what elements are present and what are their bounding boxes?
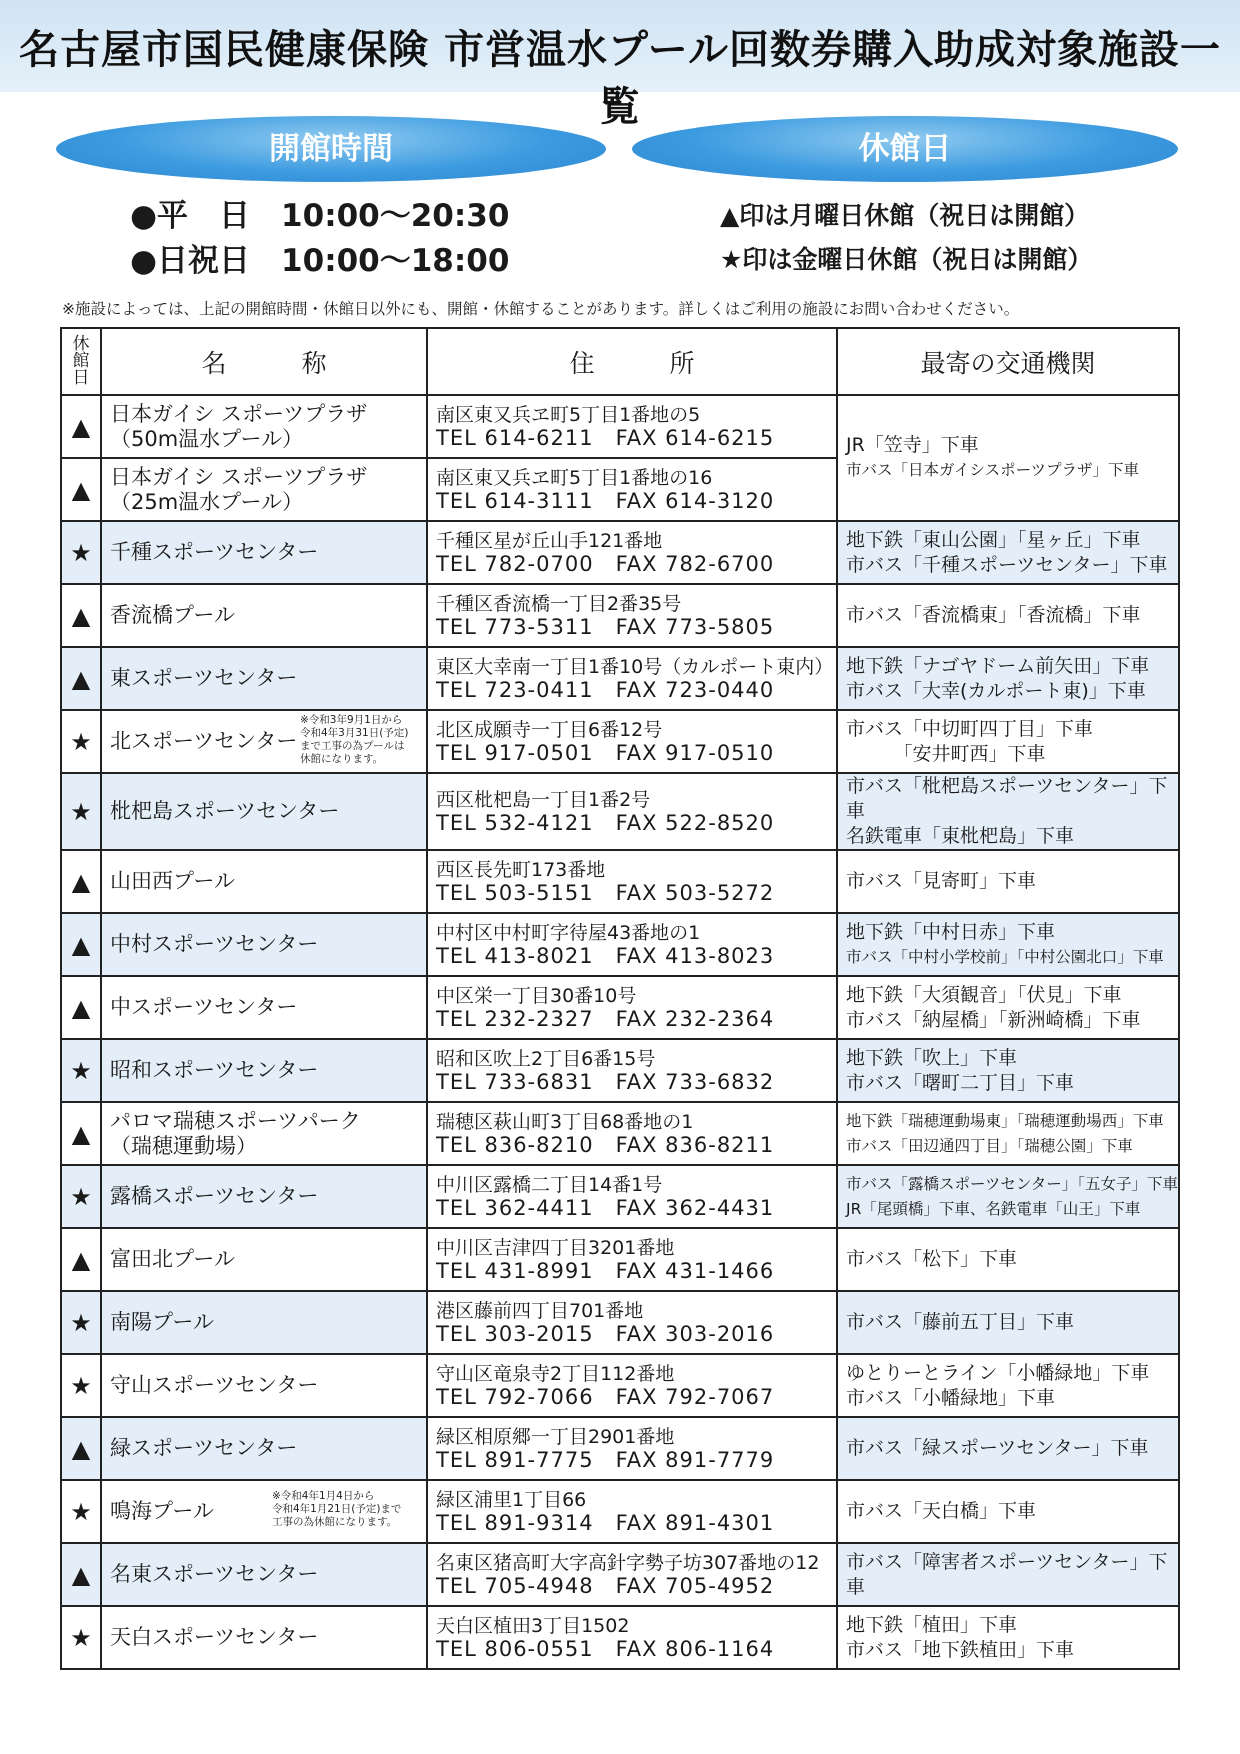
address-text: 南区東又兵ヱ町5丁目1番地の5 [436, 403, 701, 426]
monday-closed-triangle-icon: ▲ [61, 913, 101, 976]
column-header-address: 住 所 [427, 328, 837, 395]
transport-line: 市バス「松下」下車 [846, 1248, 1018, 1270]
facility-address [427, 647, 837, 710]
column-header-access: 最寄の交通機関 [837, 328, 1179, 395]
legend-friday-closed: ★印は金曜日休館（祝日は開館） [720, 245, 1093, 274]
transport-line: 地下鉄「東山公園」「星ヶ丘」下車 [846, 528, 1141, 551]
phone-fax: TEL 891-9314 FAX 891-4301 [436, 1510, 775, 1535]
address-text: 中川区露橋二丁目14番1号 [436, 1173, 663, 1196]
nearest-transport [837, 395, 1179, 521]
facility-address [427, 1165, 837, 1228]
table-row [61, 584, 1179, 647]
phone-fax: TEL 705-4948 FAX 705-4952 [436, 1573, 775, 1598]
facility-address [427, 773, 837, 850]
facility-name-line: 緑スポーツセンター [110, 1436, 298, 1460]
table-row [61, 1543, 1179, 1606]
table-row [61, 850, 1179, 913]
facility-address [427, 1543, 837, 1606]
nearest-transport [837, 1102, 1179, 1165]
phone-fax: TEL 792-7066 FAX 792-7067 [436, 1384, 775, 1409]
notice-text: ※施設によっては、上記の開館時間・休館日以外にも、開館・休館することがあります。詳しくはご利用の施設にお問い合わせください。 [62, 300, 1020, 318]
column-header-closed-day [61, 328, 101, 395]
column-header-name: 名 称 [101, 328, 427, 395]
address-text: 南区東又兵ヱ町5丁目1番地の16 [436, 466, 713, 489]
facility-name-line: 山田西プール [110, 869, 235, 893]
table-row [61, 1102, 1179, 1165]
facility-address [427, 1417, 837, 1480]
table-row [61, 521, 1179, 584]
facility-name-line: パロマ瑞穂スポーツパーク [110, 1108, 361, 1133]
closed-day-header-text: 休 館 日 [72, 334, 90, 388]
transport-line: 市バス「露橋スポーツセンター」「五女子」下車 [846, 1174, 1179, 1193]
holiday-hours: ●日祝日 10:00〜18:00 [130, 243, 510, 279]
facility-address [427, 584, 837, 647]
transport-line: 市バス「中村小学校前」「中村公園北口」下車 [846, 947, 1164, 966]
monday-closed-triangle-icon: ▲ [61, 1543, 101, 1606]
facility-name [101, 1480, 427, 1543]
phone-fax: TEL 362-4411 FAX 362-4431 [436, 1195, 775, 1220]
facility-name-line: 守山スポーツセンター [110, 1373, 319, 1397]
transport-line: 地下鉄「ナゴヤドーム前矢田」下車 [846, 654, 1150, 677]
facility-name-line: 富田北プール [110, 1247, 235, 1271]
table-row [61, 773, 1179, 850]
monday-closed-triangle-icon: ▲ [61, 976, 101, 1039]
address-text: 西区長先町173番地 [436, 858, 606, 881]
facility-name [101, 1228, 427, 1291]
closed-days-header: 休館日 [632, 116, 1178, 182]
facility-name [101, 1417, 427, 1480]
facility-name [101, 584, 427, 647]
address-text: 北区成願寺一丁目6番12号 [436, 718, 663, 741]
transport-line: 市バス「曙町二丁目」下車 [846, 1071, 1075, 1094]
monday-closed-triangle-icon: ▲ [61, 458, 101, 521]
monday-closed-triangle-icon: ▲ [61, 395, 101, 458]
facility-name-line: 香流橋プール [110, 603, 235, 627]
facility-name-line: 日本ガイシ スポーツプラザ [110, 464, 368, 489]
transport-line: 市バス「香流橋東」「香流橋」下車 [846, 604, 1141, 626]
table-row [61, 1480, 1179, 1543]
facility-name-line: （25m温水プール） [110, 489, 304, 514]
nearest-transport [837, 1291, 1179, 1354]
facility-name [101, 521, 427, 584]
address-text: 瑞穂区萩山町3丁目68番地の1 [436, 1110, 694, 1133]
address-text: 中区栄一丁目30番10号 [436, 984, 637, 1007]
nearest-transport [837, 647, 1179, 710]
nearest-transport [837, 584, 1179, 647]
friday-closed-star-icon: ★ [61, 773, 101, 850]
facility-name-line: 中村スポーツセンター [110, 932, 319, 956]
transport-line: 地下鉄「瑞穂運動場東」「瑞穂運動場西」下車 [846, 1111, 1164, 1130]
phone-fax: TEL 431-8991 FAX 431-1466 [436, 1258, 775, 1283]
table-row [61, 1228, 1179, 1291]
nearest-transport [837, 1354, 1179, 1417]
facility-address [427, 1480, 837, 1543]
transport-line: 名鉄電車「東枇杷島」下車 [846, 825, 1075, 847]
phone-fax: TEL 782-0700 FAX 782-6700 [436, 551, 775, 576]
facility-name [101, 850, 427, 913]
monday-closed-triangle-icon: ▲ [61, 584, 101, 647]
address-text: 中村区中村町字待屋43番地の1 [436, 921, 701, 944]
transport-line: 市バス「小幡緑地」下車 [846, 1386, 1056, 1409]
transport-line: 市バス「緑スポーツセンター」下車 [846, 1437, 1149, 1459]
nearest-transport [837, 1228, 1179, 1291]
facility-name [101, 395, 427, 458]
phone-fax: TEL 232-2327 FAX 232-2364 [436, 1006, 775, 1031]
facility-address [427, 850, 837, 913]
facility-name-line: （瑞穂運動場） [110, 1133, 257, 1158]
facility-name [101, 773, 427, 850]
table-row [61, 976, 1179, 1039]
transport-line: 市バス「天白橋」下車 [846, 1500, 1037, 1522]
nearest-transport [837, 1480, 1179, 1543]
facility-name-line: 露橋スポーツセンター [110, 1184, 319, 1208]
address-text: 千種区香流橋一丁目2番35号 [436, 592, 682, 615]
facility-name-line: 東スポーツセンター [110, 666, 298, 690]
facility-address [427, 913, 837, 976]
closure-sidenote: ※令和3年9月1日から 令和4年3月31日(予定) まで工事の為プールは 休館になります。 [300, 714, 409, 765]
phone-fax: TEL 917-0501 FAX 917-0510 [436, 740, 775, 765]
phone-fax: TEL 303-2015 FAX 303-2016 [436, 1321, 775, 1346]
address-text: 西区枇杷島一丁目1番2号 [436, 788, 651, 811]
table-row [61, 1606, 1179, 1669]
facility-name-line: 鳴海プール [110, 1499, 214, 1523]
transport-line: 地下鉄「大須観音」「伏見」下車 [846, 983, 1122, 1006]
facility-address [427, 1102, 837, 1165]
facility-name-line: 日本ガイシ スポーツプラザ [110, 401, 368, 426]
facility-name [101, 1039, 427, 1102]
friday-closed-star-icon: ★ [61, 1291, 101, 1354]
weekday-hours: ●平 日 10:00〜20:30 [130, 198, 510, 234]
facility-name-line: 昭和スポーツセンター [110, 1058, 319, 1082]
phone-fax: TEL 773-5311 FAX 773-5805 [436, 614, 775, 639]
phone-fax: TEL 532-4121 FAX 522-8520 [436, 810, 775, 835]
address-text: 名東区猪高町大字高針字勢子坊307番地の12 [436, 1551, 820, 1574]
transport-line: ゆとりーとライン「小幡緑地」下車 [846, 1361, 1150, 1384]
table-row [61, 647, 1179, 710]
transport-line: JR「笠寺」下車 [846, 434, 979, 456]
facility-name [101, 913, 427, 976]
closure-sidenote: ※令和4年1月4日から 令和4年1月21日(予定)まで 工事の為休館になります。 [272, 1490, 402, 1528]
facility-address [427, 710, 837, 773]
friday-closed-star-icon: ★ [61, 1354, 101, 1417]
phone-fax: TEL 413-8021 FAX 413-8023 [436, 943, 775, 968]
facility-name [101, 1606, 427, 1669]
transport-line: JR「尾頭橋」下車、名鉄電車「山王」下車 [846, 1199, 1141, 1218]
facility-name [101, 1102, 427, 1165]
facility-address [427, 1606, 837, 1669]
nearest-transport [837, 773, 1179, 850]
transport-line: 市バス「枇杷島スポーツセンター」下車 [846, 775, 1168, 822]
table-row [61, 395, 1179, 458]
table-row [61, 1417, 1179, 1480]
facility-name-line: 南陽プール [110, 1310, 214, 1334]
table-row [61, 1039, 1179, 1102]
friday-closed-star-icon: ★ [61, 1606, 101, 1669]
facility-address [427, 1228, 837, 1291]
address-text: 東区大幸南一丁目1番10号（カルポート東内） [436, 655, 834, 678]
phone-fax: TEL 836-8210 FAX 836-8211 [436, 1132, 775, 1157]
table-row [61, 1291, 1179, 1354]
nearest-transport [837, 1417, 1179, 1480]
table-row [61, 710, 1179, 773]
table-row [61, 1165, 1179, 1228]
facility-name-line: 名東スポーツセンター [110, 1562, 319, 1586]
monday-closed-triangle-icon: ▲ [61, 1102, 101, 1165]
address-text: 中川区吉津四丁目3201番地 [436, 1236, 675, 1259]
nearest-transport [837, 976, 1179, 1039]
transport-line: 市バス「見寄町」下車 [846, 870, 1037, 892]
friday-closed-star-icon: ★ [61, 1480, 101, 1543]
facility-name-line: （50m温水プール） [110, 426, 304, 451]
transport-line: 市バス「大幸(カルポート東)」下車 [846, 679, 1146, 702]
facility-name [101, 1291, 427, 1354]
facility-address [427, 458, 837, 521]
facility-address [427, 1039, 837, 1102]
transport-line: 市バス「納屋橋」「新洲崎橋」下車 [846, 1008, 1141, 1031]
address-text: 守山区竜泉寺2丁目112番地 [436, 1362, 675, 1385]
phone-fax: TEL 723-0411 FAX 723-0440 [436, 677, 775, 702]
nearest-transport [837, 1543, 1179, 1606]
facility-name [101, 1165, 427, 1228]
facility-name-line: 中スポーツセンター [110, 995, 298, 1019]
friday-closed-star-icon: ★ [61, 521, 101, 584]
nearest-transport [837, 1606, 1179, 1669]
phone-fax: TEL 891-7775 FAX 891-7779 [436, 1447, 775, 1472]
transport-line: 地下鉄「吹上」下車 [846, 1046, 1018, 1069]
transport-line: 市バス「障害者スポーツセンター」下車 [846, 1550, 1168, 1598]
page-title: 名古屋市国民健康保険 市営温水プール回数券購入助成対象施設一覧 [19, 27, 1221, 130]
phone-fax: TEL 806-0551 FAX 806-1164 [436, 1636, 775, 1661]
monday-closed-triangle-icon: ▲ [61, 647, 101, 710]
facility-name-line: 天白スポーツセンター [110, 1625, 319, 1649]
facility-address [427, 395, 837, 458]
transport-line: 地下鉄「中村日赤」下車 [846, 920, 1056, 943]
table-row [61, 913, 1179, 976]
transport-line: 地下鉄「植田」下車 [846, 1613, 1018, 1636]
facility-address [427, 521, 837, 584]
transport-line: 市バス「藤前五丁目」下車 [846, 1311, 1075, 1333]
facility-table [60, 327, 1180, 1670]
address-text: 千種区星が丘山手121番地 [436, 529, 663, 552]
nearest-transport [837, 850, 1179, 913]
transport-line: 「安井町西」下車 [846, 742, 1046, 765]
phone-fax: TEL 614-3111 FAX 614-3120 [436, 488, 775, 513]
transport-line: 市バス「中切町四丁目」下車 [846, 717, 1094, 740]
table-row [61, 1354, 1179, 1417]
facility-name-line: 千種スポーツセンター [110, 540, 319, 564]
friday-closed-star-icon: ★ [61, 1039, 101, 1102]
facility-address [427, 976, 837, 1039]
facility-address [427, 1291, 837, 1354]
friday-closed-star-icon: ★ [61, 710, 101, 773]
address-text: 天白区植田3丁目1502 [436, 1614, 630, 1637]
facility-name [101, 647, 427, 710]
address-text: 港区藤前四丁目701番地 [436, 1299, 644, 1322]
nearest-transport [837, 710, 1179, 773]
facility-name-line: 北スポーツセンター [110, 729, 298, 753]
facility-name [101, 1354, 427, 1417]
phone-fax: TEL 614-6211 FAX 614-6215 [436, 425, 775, 450]
transport-line: 市バス「日本ガイシスポーツプラザ」下車 [846, 461, 1139, 479]
facility-name [101, 710, 427, 773]
monday-closed-triangle-icon: ▲ [61, 850, 101, 913]
facility-name [101, 458, 427, 521]
friday-closed-star-icon: ★ [61, 1165, 101, 1228]
address-text: 緑区相原郷一丁目2901番地 [436, 1425, 675, 1448]
legend-monday-closed: ▲印は月曜日休館（祝日は開館） [720, 201, 1090, 230]
address-text: 昭和区吹上2丁目6番15号 [436, 1047, 656, 1070]
monday-closed-triangle-icon: ▲ [61, 1417, 101, 1480]
monday-closed-triangle-icon: ▲ [61, 1228, 101, 1291]
transport-line: 市バス「田辺通四丁目」「瑞穂公園」下車 [846, 1136, 1133, 1155]
nearest-transport [837, 913, 1179, 976]
phone-fax: TEL 503-5151 FAX 503-5272 [436, 880, 775, 905]
facility-name [101, 976, 427, 1039]
phone-fax: TEL 733-6831 FAX 733-6832 [436, 1069, 775, 1094]
table-header-row [61, 328, 1179, 395]
facility-name [101, 1543, 427, 1606]
facility-name-line: 枇杷島スポーツセンター [110, 799, 340, 823]
facility-address [427, 1354, 837, 1417]
address-text: 緑区浦里1丁目66 [436, 1488, 587, 1511]
nearest-transport [837, 1039, 1179, 1102]
nearest-transport [837, 1165, 1179, 1228]
nearest-transport [837, 521, 1179, 584]
opening-hours-header: 開館時間 [56, 116, 606, 182]
transport-line: 市バス「千種スポーツセンター」下車 [846, 553, 1168, 576]
transport-line: 市バス「地下鉄植田」下車 [846, 1638, 1075, 1661]
